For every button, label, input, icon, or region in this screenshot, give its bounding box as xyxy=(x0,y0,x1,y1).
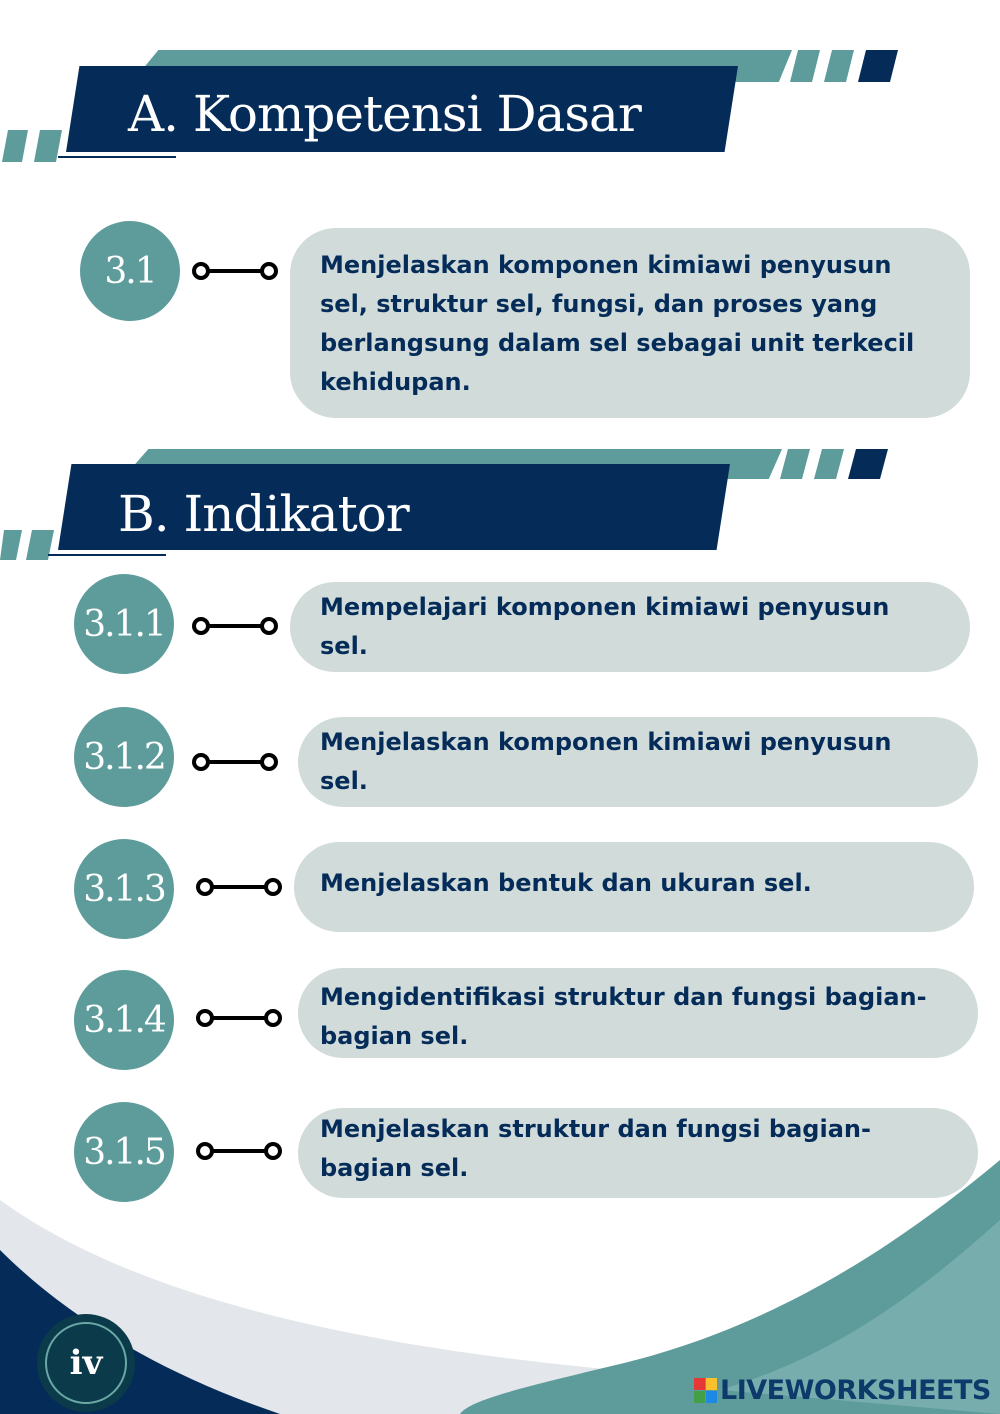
indikator-text: Menjelaskan bentuk dan ukuran sel. xyxy=(320,869,812,897)
header-slant-marks xyxy=(788,50,900,82)
connector-icon xyxy=(190,751,280,773)
indikator-number-badge: 3.1.3 xyxy=(74,839,174,939)
section-b-title: B. Indikator xyxy=(118,485,409,543)
section-a-title: A. Kompetensi Dasar xyxy=(128,85,641,143)
liveworksheets-watermark[interactable] xyxy=(694,1372,991,1408)
indikator-text-box xyxy=(290,582,970,672)
header-underline xyxy=(48,554,166,556)
page-number-badge xyxy=(37,1314,135,1412)
header-slant-marks xyxy=(778,449,890,479)
indikator-number-badge: 3.1.5 xyxy=(74,1102,174,1202)
connector-icon xyxy=(194,876,284,898)
indikator-text: Menjelaskan struktur dan fungsi bagian-bagian sel. xyxy=(320,1115,871,1182)
liveworksheets-logo-icon xyxy=(694,1378,716,1402)
indikator-text-box xyxy=(298,968,978,1058)
indikator-text: Mengidentifikasi struktur dan fungsi bagian-bagian sel. xyxy=(320,983,927,1050)
connector-icon xyxy=(194,1007,284,1029)
kd-text-box xyxy=(290,228,970,418)
kd-number-badge: 3.1 xyxy=(80,221,180,321)
connector-icon xyxy=(190,260,280,282)
indikator-number-badge: 3.1.1 xyxy=(74,574,174,674)
header-underline xyxy=(58,156,176,158)
indikator-text-box xyxy=(298,717,978,807)
indikator-text: Mempelajari komponen kimiawi penyusun sel. xyxy=(320,593,890,660)
kd-text: Menjelaskan komponen kimiawi penyusun sel, struktur sel, fungsi, dan proses yang berlangsung dalam sel sebagai unit terkecil kehidupan. xyxy=(320,251,915,396)
indikator-text-box xyxy=(294,842,974,932)
watermark-text: LIVEWORKSHEETS xyxy=(720,1374,991,1406)
indikator-number-badge: 3.1.2 xyxy=(74,707,174,807)
indikator-text: Menjelaskan komponen kimiawi penyusun sel. xyxy=(320,728,892,795)
connector-icon xyxy=(190,615,280,637)
indikator-number-badge: 3.1.4 xyxy=(74,970,174,1070)
page-number: iv xyxy=(45,1322,127,1404)
